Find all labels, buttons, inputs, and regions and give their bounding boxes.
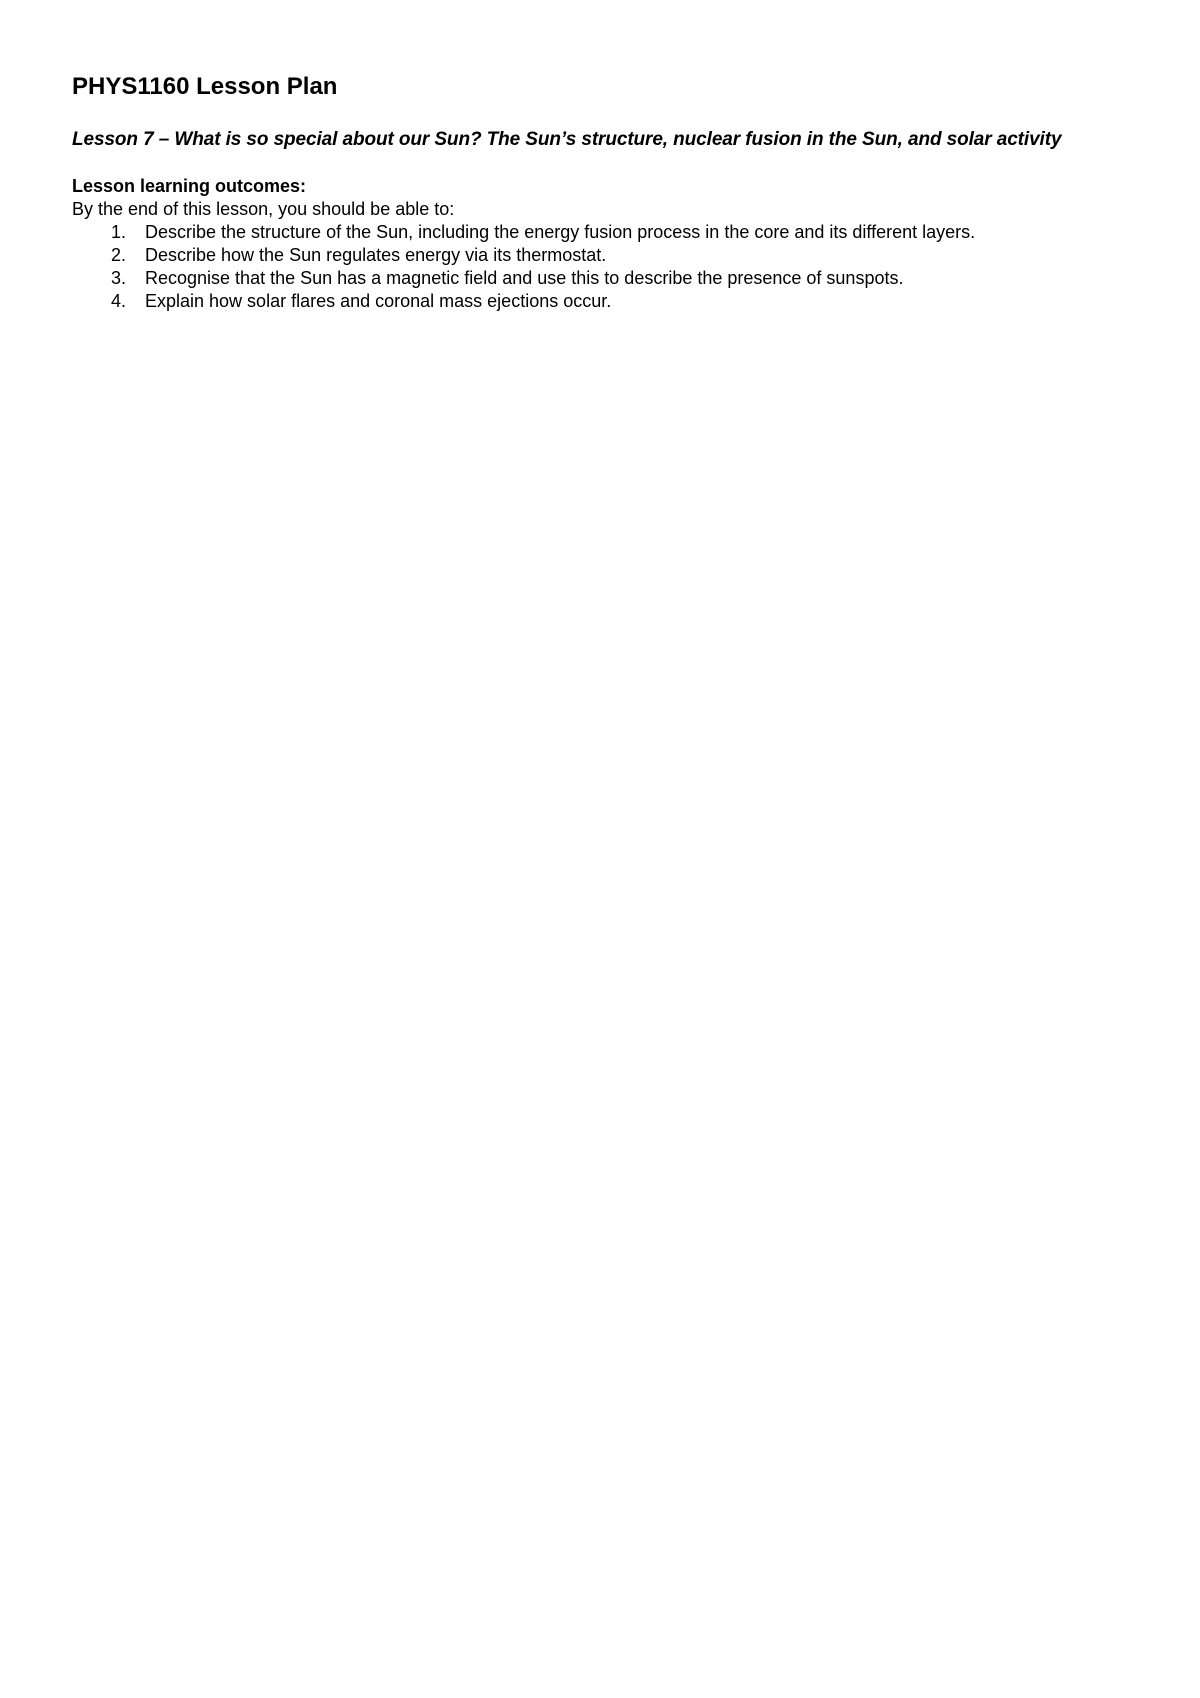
- outcome-number: 3.: [111, 268, 127, 288]
- learning-outcomes-intro: By the end of this lesson, you should be able to:: [72, 199, 455, 219]
- outcome-item: [72, 244, 1152, 267]
- outcome-text: Recognise that the Sun has a magnetic field and use this to describe the presence of sunspots.: [145, 268, 904, 288]
- document-title: PHYS1160 Lesson Plan: [72, 73, 338, 100]
- outcome-item: [72, 221, 1152, 244]
- outcome-text: Describe the structure of the Sun, including the energy fusion process in the core and its different layers.: [145, 222, 976, 242]
- learning-outcomes-heading: Lesson learning outcomes:: [72, 176, 307, 196]
- learning-outcomes-list: [72, 221, 1152, 313]
- outcome-item: [72, 267, 1152, 290]
- outcome-number: 4.: [111, 291, 127, 311]
- outcome-text: Explain how solar flares and coronal mass ejections occur.: [145, 291, 612, 311]
- learning-outcomes-section: [72, 175, 1152, 313]
- outcome-text: Describe how the Sun regulates energy via its thermostat.: [145, 245, 607, 265]
- outcome-item: [72, 290, 1152, 313]
- lesson-heading: Lesson 7 – What is so special about our Sun? The Sun’s structure, nuclear fusion in the Sun, and solar activity: [72, 129, 1062, 150]
- outcome-number: 2.: [111, 245, 127, 265]
- outcome-number: 1.: [111, 222, 127, 242]
